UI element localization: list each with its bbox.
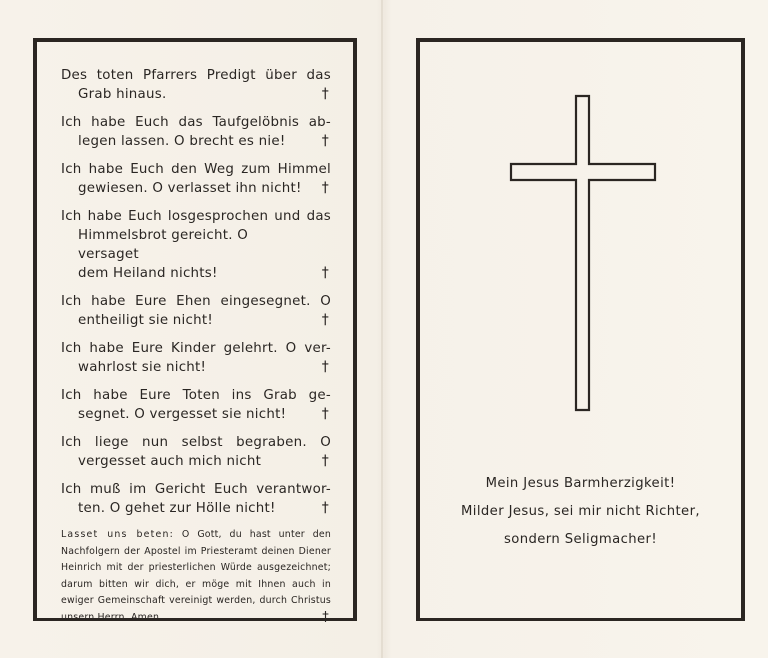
stanza-line: Ich habe Eure Ehen eingesegnet. O [61, 294, 331, 309]
prayer-lead: Lasset uns beten: [61, 529, 174, 540]
stanza-5 [61, 292, 331, 330]
invocation-line-1: Mein Jesus Barmherzigkeit! [485, 476, 676, 491]
stanza-line: Ich habe Eure Kinder gelehrt. O ver- [61, 341, 331, 356]
cross-mark-icon: † [321, 500, 329, 516]
stanza-8 [61, 433, 331, 471]
stanza-line: legen lassen. O brecht es nie! [78, 134, 286, 149]
sermon-text [61, 66, 331, 626]
stanza-line: Himmelsbrot gereicht. O versaget [78, 228, 249, 262]
stanza-line: Ich habe Eure Toten ins Grab ge- [61, 388, 331, 403]
stanza-line: Ich habe Euch das Taufgelöbnis ab- [61, 115, 331, 130]
cross-mark-icon: † [321, 180, 329, 196]
stanza-line: gewiesen. O verlasset ihn nicht! [78, 181, 302, 196]
cross-mark-icon: † [321, 265, 329, 281]
cross-mark-icon: † [321, 133, 329, 149]
cross-mark-icon: † [321, 359, 329, 375]
stanza-line: wahrlost sie nicht! [78, 360, 207, 375]
cross-mark-icon: † [321, 453, 329, 469]
invocation-text [420, 470, 741, 554]
invocation-line-3: sondern Seligmacher! [503, 532, 658, 547]
stanza-9 [61, 480, 331, 518]
stanza-line: Ich liege nun selbst begraben. O [61, 435, 331, 450]
prayer-paragraph [61, 527, 331, 626]
invocation-line-2: Milder Jesus, sei mir nicht Richter, [461, 504, 700, 519]
prayer-text: O Gott, du hast unter den Nachfolgern der Apostel im Priesteramt deinen Diener Heinrich mit der priesterlichen Würde ausgezeichnet; darum bitten wir dich, er möge mit Ihnen auch in ewiger Gemeinschaft vereinigt werden, durch Christus unsern Herrn. Amen. [61, 529, 331, 623]
stanza-7 [61, 386, 331, 424]
stanza-line: Ich habe Euch losgesprochen und das [61, 209, 331, 224]
stanza-4 [61, 207, 331, 283]
cross-mark-icon: † [321, 406, 329, 422]
stanza-line: Ich muß im Gericht Euch verantwor- [61, 482, 331, 497]
stanza-3 [61, 160, 331, 198]
stanza-line: Grab hinaus. [78, 87, 167, 102]
stanza-line: segnet. O vergesset sie nicht! [78, 407, 287, 422]
stanza-6 [61, 339, 331, 377]
cross-mark-icon: † [321, 86, 329, 102]
stanza-line: vergesset auch mich nicht [78, 454, 262, 469]
stanza-2 [61, 113, 331, 151]
right-panel [416, 38, 745, 621]
card-fold [381, 0, 383, 658]
latin-cross-icon [508, 94, 658, 414]
stanza-line: Ich habe Euch den Weg zum Himmel [61, 162, 331, 177]
left-panel [33, 38, 357, 625]
stanza-line: Des toten Pfarrers Predigt über das [61, 68, 331, 83]
stanza-1 [61, 66, 331, 104]
cross-mark-icon: † [322, 610, 329, 625]
stanza-line: dem Heiland nichts! [78, 266, 218, 281]
stanza-line: ten. O gehet zur Hölle nicht! [78, 501, 276, 516]
stanza-line: entheiligt sie nicht! [78, 313, 213, 328]
cross-mark-icon: † [321, 312, 329, 328]
